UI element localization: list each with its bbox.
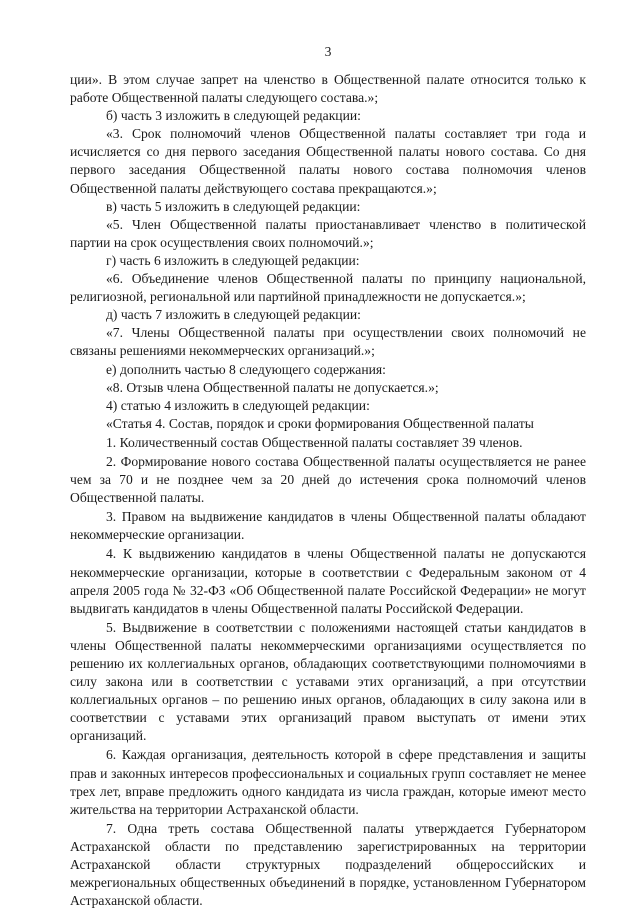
paragraph: 3. Правом на выдвижение кандидатов в члены Общественной палаты обладают некоммерческие организации. [70,509,586,543]
paragraph: г) часть 6 изложить в следующей редакции: [106,252,360,268]
paragraph: «5. Член Общественной палаты приостанавливает членство в политической партии на срок осуществления своих полномочий.»; [70,216,586,250]
paragraph: б) часть 3 изложить в следующей редакции: [106,108,361,124]
paragraph: 4. К выдвижению кандидатов в члены Общественной палаты не допускаются некоммерческие организации, которые в соответствии с Федеральным законом от 4 апреля 2005 года № 32-ФЗ «Об Общественной палате Российской Федерации» не могут выдвигать кандидатов в члены Общественной палаты Российской Федерации. [70,546,586,616]
page-number: 3 [324,44,332,59]
paragraph: «6. Объединение членов Общественной палаты по принципу национальной, религиозной, региональной или партийной принадлежности не допускается.»; [70,271,586,305]
paragraph: д) часть 7 изложить в следующей редакции: [106,307,361,323]
paragraph: 2. Формирование нового состава Общественной палаты осуществляется не ранее чем за 70 и не позднее чем за 20 дней до истечения срока полномочий членов Общественной палаты. [70,453,586,506]
paragraph: «3. Срок полномочий членов Общественной палаты составляет три года и исчисляется со дня первого заседания Общественной палаты нового состава. Со дня первого заседания Общественной палаты нового состава полномочия членов Общественной палаты действующего состава прекращаются.»; [70,126,586,196]
paragraph: 4) статью 4 изложить в следующей редакции: [106,397,370,413]
paragraph: 7. Одна треть состава Общественной палаты утверждается Губернатором Астраханской области по представлению зарегистрированных на территории Астраханской области структурных подразделений общероссийских и межрегиональных общественных объединений в порядке, установленном Губернатором Астраханской области. [70,820,586,909]
paragraph: ции». В этом случае запрет на членство в Общественной палате относится только к работе Общественной палаты следующего состава.»; [70,72,586,106]
paragraph: е) дополнить частью 8 следующего содержания: [106,361,386,377]
paragraph: «7. Члены Общественной палаты при осуществлении своих полномочий не связаны решениями некоммерческих организаций.»; [70,325,586,359]
paragraph: в) часть 5 изложить в следующей редакции: [106,198,361,214]
paragraph: 1. Количественный состав Общественной палаты составляет 39 членов. [106,434,523,450]
document-body [70,71,586,910]
paragraph: «8. Отзыв члена Общественной палаты не допускается.»; [106,379,439,395]
paragraph: 5. Выдвижение в соответствии с положениями настоящей статьи кандидатов в члены Общественной палаты некоммерческими организациями осуществляется по решению их коллегиальных органов, обладающих соответствующими полномочиями в силу закона или в соответствии с уставами этих организаций, а при отсутствии коллегиальных органов – по решению иных органов, обладающих в силу закона или в соответствии с уставами этих организаций правом выступать от имени этих организаций. [70,619,586,744]
paragraph: 6. Каждая организация, деятельность которой в сфере представления и защиты прав и законных интересов профессиональных и социальных групп составляет не менее трех лет, вправе предложить одного кандидата из числа граждан, которые имеют место жительства на территории Астраханской области. [70,747,586,817]
paragraph: «Статья 4. Состав, порядок и сроки формирования Общественной палаты [106,415,534,431]
